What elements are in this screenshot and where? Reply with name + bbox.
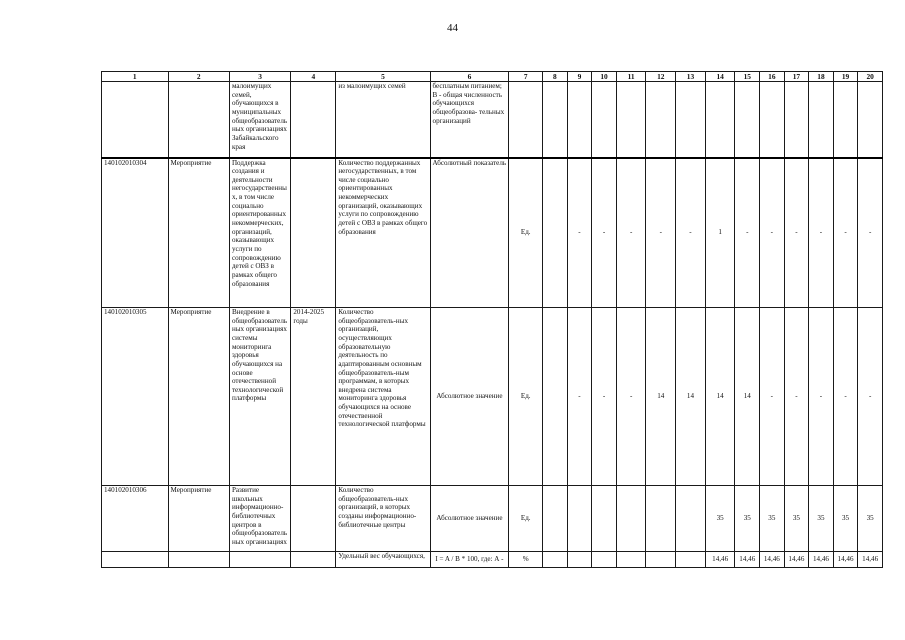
header-cell: 7 [509, 72, 543, 82]
row-value: - [592, 158, 617, 308]
row-value [705, 82, 735, 158]
row-value: - [592, 308, 617, 486]
row-value: - [760, 308, 785, 486]
row-value [543, 552, 568, 568]
row-value: - [784, 308, 809, 486]
row-method: I = A / B * 100, где: А - [430, 552, 509, 568]
row-value: - [567, 308, 592, 486]
row-value [543, 82, 568, 158]
row-value: - [646, 158, 676, 308]
row-indicator: Удельный вес обучающихся, [336, 552, 430, 568]
row-method: Абсолютное значение [430, 486, 509, 552]
header-cell: 8 [543, 72, 568, 82]
row-value [543, 486, 568, 552]
row-value [543, 308, 568, 486]
row-indicator: из малоимущих семей [336, 82, 430, 158]
row-period [291, 158, 336, 308]
row-value: 14 [735, 308, 760, 486]
row-indicator: Количество общеобразователь-ных организаций, осуществляющих образовательную деятельность по адаптированным основным общеобразователь-ным программам, в которых внедрена система мониторинга здоровья обучающихся на основе отечественной технологической платформы [336, 308, 430, 486]
indicators-table [101, 71, 883, 568]
row-value: 14,46 [809, 552, 834, 568]
header-cell: 9 [567, 72, 592, 82]
row-method: Абсолютный показатель [430, 158, 509, 308]
row-type: Мероприятие [168, 308, 229, 486]
row-unit [509, 82, 543, 158]
table-row [102, 552, 883, 568]
row-value [809, 82, 834, 158]
row-value: - [858, 308, 883, 486]
row-value: 35 [760, 486, 785, 552]
row-value [567, 552, 592, 568]
row-unit: Ед. [509, 158, 543, 308]
row-value [676, 82, 706, 158]
row-value: - [567, 158, 592, 308]
header-cell: 6 [430, 72, 509, 82]
header-cell: 19 [833, 72, 858, 82]
header-cell: 20 [858, 72, 883, 82]
header-cell: 4 [291, 72, 336, 82]
row-value: 14 [676, 308, 706, 486]
table-row [102, 158, 883, 308]
row-name: малоимущих семей, обучающихся в муниципальных общеобразователь ных организациях Забайкальского края [229, 82, 290, 158]
row-period [291, 486, 336, 552]
table-row [102, 486, 883, 552]
row-value [646, 486, 676, 552]
row-value [646, 82, 676, 158]
row-value: 14,46 [858, 552, 883, 568]
header-cell: 2 [168, 72, 229, 82]
header-cell: 12 [646, 72, 676, 82]
row-value [592, 552, 617, 568]
row-value: 35 [705, 486, 735, 552]
row-unit: Ед. [509, 486, 543, 552]
row-value [616, 486, 646, 552]
row-type [168, 552, 229, 568]
row-period: 2014-2025 годы [291, 308, 336, 486]
header-cell: 13 [676, 72, 706, 82]
row-value [833, 82, 858, 158]
row-value [567, 486, 592, 552]
row-code [102, 552, 169, 568]
row-value: - [676, 158, 706, 308]
row-unit: % [509, 552, 543, 568]
header-cell: 16 [760, 72, 785, 82]
row-type: Мероприятие [168, 486, 229, 552]
row-value [858, 82, 883, 158]
row-value: 35 [784, 486, 809, 552]
row-code: 140102010306 [102, 486, 169, 552]
header-cell: 14 [705, 72, 735, 82]
row-method: Абсолютное значение [430, 308, 509, 486]
row-type: Мероприятие [168, 158, 229, 308]
row-name: Развитие школьных информационно-библиотечных центров в общеобразовательных организациях [229, 486, 290, 552]
row-name: Внедрение в общеобразовательных организациях системы мониторинга здоровья обучающихся на основе отечественной технологической платформы [229, 308, 290, 486]
row-value [543, 158, 568, 308]
row-value: 14,46 [760, 552, 785, 568]
row-value: 14,46 [735, 552, 760, 568]
row-period [291, 82, 336, 158]
row-value: - [616, 158, 646, 308]
row-value: - [833, 308, 858, 486]
row-method: бесплатным питанием; В - общая численность обучающихся общеобразова- тельных организаций [430, 82, 509, 158]
page-number: 44 [447, 22, 458, 34]
row-value [676, 486, 706, 552]
row-value [567, 82, 592, 158]
header-cell: 15 [735, 72, 760, 82]
row-value: - [735, 158, 760, 308]
row-code: 140102010305 [102, 308, 169, 486]
row-type [168, 82, 229, 158]
header-cell: 17 [784, 72, 809, 82]
header-cell: 11 [616, 72, 646, 82]
row-period [291, 552, 336, 568]
row-value: - [833, 158, 858, 308]
row-name: Поддержка создания и деятельности негосударственных, в том числе социально ориентированных некоммерческих, организаций, оказывающих услуги по сопровождению детей с ОВЗ в рамках общего образования [229, 158, 290, 308]
row-value: 35 [809, 486, 834, 552]
table-row [102, 82, 883, 158]
row-code: 140102010304 [102, 158, 169, 308]
header-row [102, 72, 883, 82]
header-cell: 3 [229, 72, 290, 82]
row-value: 14,46 [784, 552, 809, 568]
row-value [592, 486, 617, 552]
header-cell: 18 [809, 72, 834, 82]
row-value: 1 [705, 158, 735, 308]
row-indicator: Количество поддержанных негосударственных, в том числе социально ориентированных некоммерческих организаций, оказывающих услуги по сопровождению детей с ОВЗ в рамках общего образования [336, 158, 430, 308]
row-indicator: Количество общеобразователь-ных организаций, в которых созданы информационно-библиотечные центры [336, 486, 430, 552]
row-value: - [809, 158, 834, 308]
row-value: - [858, 158, 883, 308]
row-value [760, 82, 785, 158]
header-cell: 1 [102, 72, 169, 82]
row-value [735, 82, 760, 158]
row-value: 14,46 [833, 552, 858, 568]
row-value: 14 [705, 308, 735, 486]
row-value [676, 552, 706, 568]
row-value: 35 [735, 486, 760, 552]
row-code [102, 82, 169, 158]
row-value [616, 82, 646, 158]
header-cell: 5 [336, 72, 430, 82]
header-cell: 10 [592, 72, 617, 82]
row-value [592, 82, 617, 158]
row-unit: Ед. [509, 308, 543, 486]
row-value: 14 [646, 308, 676, 486]
row-value [616, 552, 646, 568]
row-value: - [760, 158, 785, 308]
row-value: - [616, 308, 646, 486]
row-value: - [809, 308, 834, 486]
row-value: 35 [858, 486, 883, 552]
row-value [784, 82, 809, 158]
table-row [102, 308, 883, 486]
row-name [229, 552, 290, 568]
row-value: - [784, 158, 809, 308]
row-value: 35 [833, 486, 858, 552]
row-value [646, 552, 676, 568]
row-value: 14,46 [705, 552, 735, 568]
